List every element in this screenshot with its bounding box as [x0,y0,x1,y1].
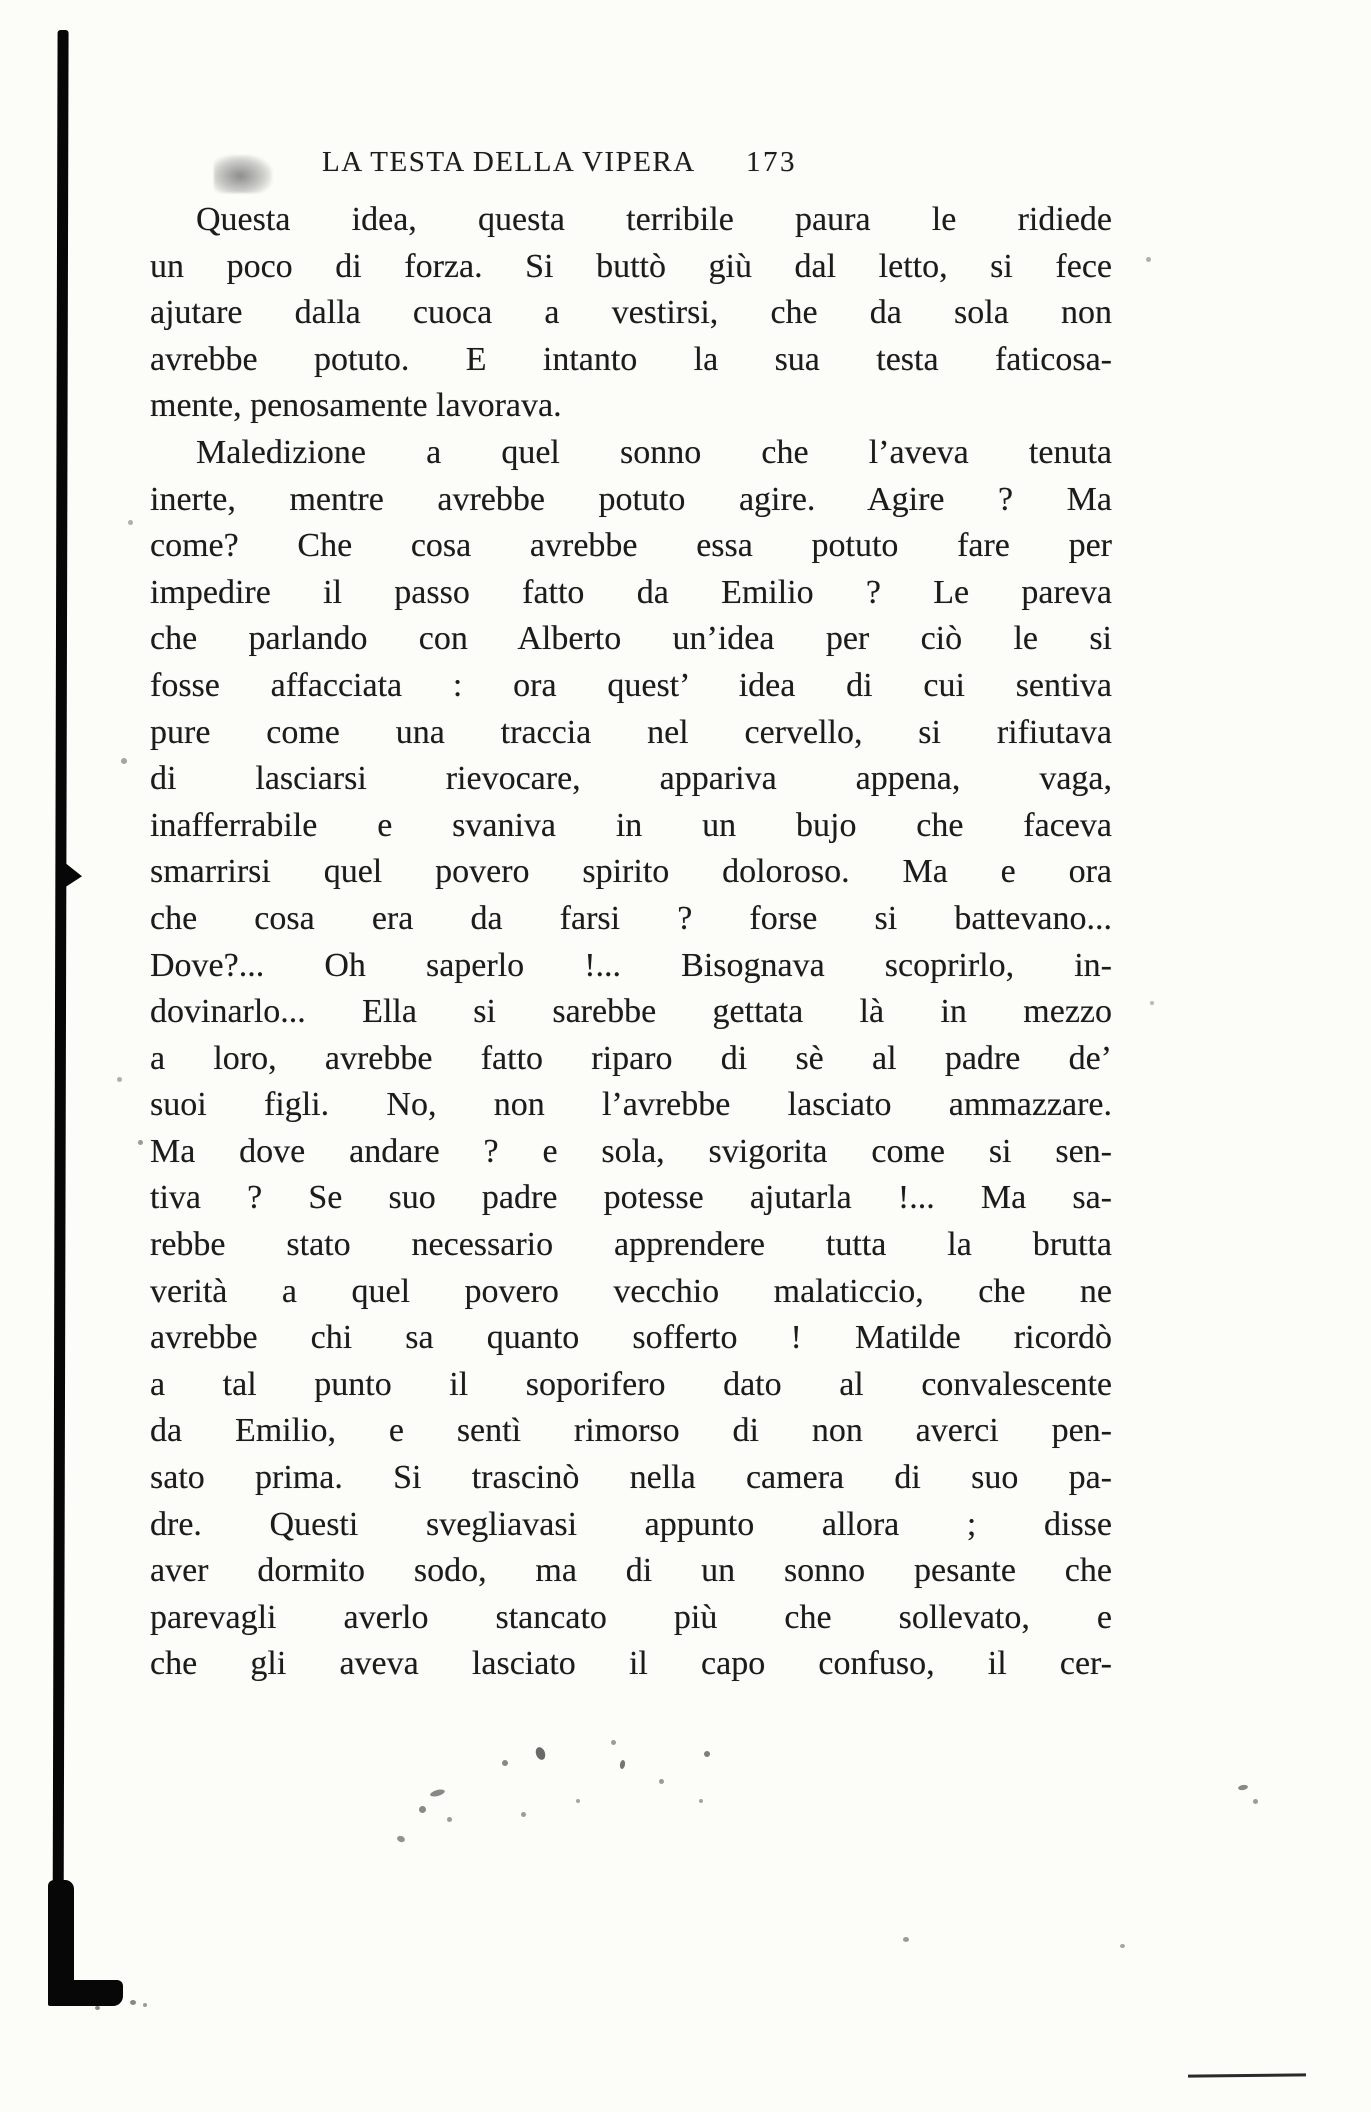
text-line: inafferrabile e svaniva in un bujo che faceva [150,806,1112,844]
text-line: dre. Questi svegliavasi appunto allora ; disse [150,1505,1112,1543]
ink-speckle [576,1799,580,1803]
ink-speckle [502,1760,508,1766]
bottom-right-dash [1188,2073,1306,2077]
ink-speckle [619,1760,625,1770]
text-line: che parlando con Alberto un’idea per ciò le si [150,620,1112,658]
ink-speckle [534,1746,547,1761]
text-line: a tal punto il soporifero dato al convalescente [150,1365,1112,1403]
binding-tick-mark [64,862,82,888]
text-line: Ma dove andare ? e sola, svigorita come si sen- [150,1132,1112,1170]
ink-speckle [95,2006,100,2010]
text-line: Questa idea, questa terribile paura le ridiede [196,201,1112,238]
ink-speckle [429,1788,445,1798]
text-line: come? Che cosa avrebbe essa potuto fare per [150,527,1112,565]
ink-speckle [1238,1784,1249,1791]
paragraph [150,197,1112,430]
ink-speckle [117,1077,122,1082]
text-line: a loro, avrebbe fatto riparo di sè al padre de’ [150,1039,1112,1077]
text-line: che gli aveva lasciato il capo confuso, il cer- [150,1645,1112,1683]
text-line: avrebbe potuto. E intanto la sua testa faticosa- [150,340,1112,378]
ink-speckle [659,1779,664,1784]
text-line: inerte, mentre avrebbe potuto agire. Agire ? Ma [150,480,1112,518]
ink-speckle [704,1751,710,1757]
text-line: ajutare dalla cuoca a vestirsi, che da sola non [150,294,1112,332]
text-line: di lasciarsi rievocare, appariva appena, vaga, [150,760,1112,798]
text-line: rebbe stato necessario apprendere tutta la brutta [150,1226,1112,1264]
ink-speckle [138,1140,143,1145]
text-line: mente, penosamente lavorava. [150,387,562,425]
ink-speckle [396,1835,406,1843]
paragraph [150,430,1112,1688]
text-line: dovinarlo... Ella si sarebbe gettata là in mezzo [150,993,1112,1031]
text-line: che cosa era da farsi ? forse si battevano... [150,899,1112,937]
ink-speckle [419,1806,426,1813]
ink-speckle [1146,257,1151,262]
binding-ink-bar [52,30,68,1995]
page-title: LA TESTA DELLA VIPERA [322,146,696,178]
text-line: suoi figli. No, non l’avrebbe lasciato ammazzare. [150,1086,1112,1124]
text-line: parevagli averlo stancato più che sollevato, e [150,1598,1112,1636]
text-line: smarrirsi quel povero spirito doloroso. Ma e ora [150,853,1112,891]
text-line: verità a quel povero vecchio malaticcio, che ne [150,1272,1112,1310]
ink-speckle [1120,1944,1125,1948]
text-line: tiva ? Se suo padre potesse ajutarla !... Ma sa- [150,1179,1112,1217]
text-line: impedire il passo fatto da Emilio ? Le pareva [150,573,1112,611]
text-line: sato prima. Si trascinò nella camera di suo pa- [150,1459,1112,1497]
text-line: aver dormito sodo, ma di un sonno pesante che [150,1552,1112,1590]
ink-speckle [447,1817,452,1822]
ink-speckle [611,1740,616,1745]
running-header [150,146,1112,190]
ink-blob-foot [48,1980,123,2006]
text-line: fosse affacciata : ora quest’ idea di cui sentiva [150,666,1112,704]
ink-speckle [121,758,127,764]
text-line: da Emilio, e sentì rimorso di non averci pen- [150,1412,1112,1450]
ink-speckle [903,1937,909,1942]
ink-speckle [143,2003,147,2007]
ink-speckle [521,1812,526,1817]
text-line: un poco di forza. Si buttò giù dal letto, si fece [150,247,1112,285]
text-line: pure come una traccia nel cervello, si rifiutava [150,713,1112,751]
text-line: Maledizione a quel sonno che l’aveva tenuta [196,433,1112,471]
ink-speckle [128,520,133,525]
ink-speckle [130,2000,136,2005]
ink-speckle [1253,1799,1258,1804]
ink-speckle [699,1799,703,1803]
text-line: avrebbe chi sa quanto sofferto ! Matilde ricordò [150,1319,1112,1357]
ink-speckle [1150,1001,1154,1005]
text-block [150,197,1112,1688]
text-line: Dove?... Oh saperlo !... Bisognava scoprirlo, in- [150,946,1112,984]
page-number: 173 [746,146,797,178]
